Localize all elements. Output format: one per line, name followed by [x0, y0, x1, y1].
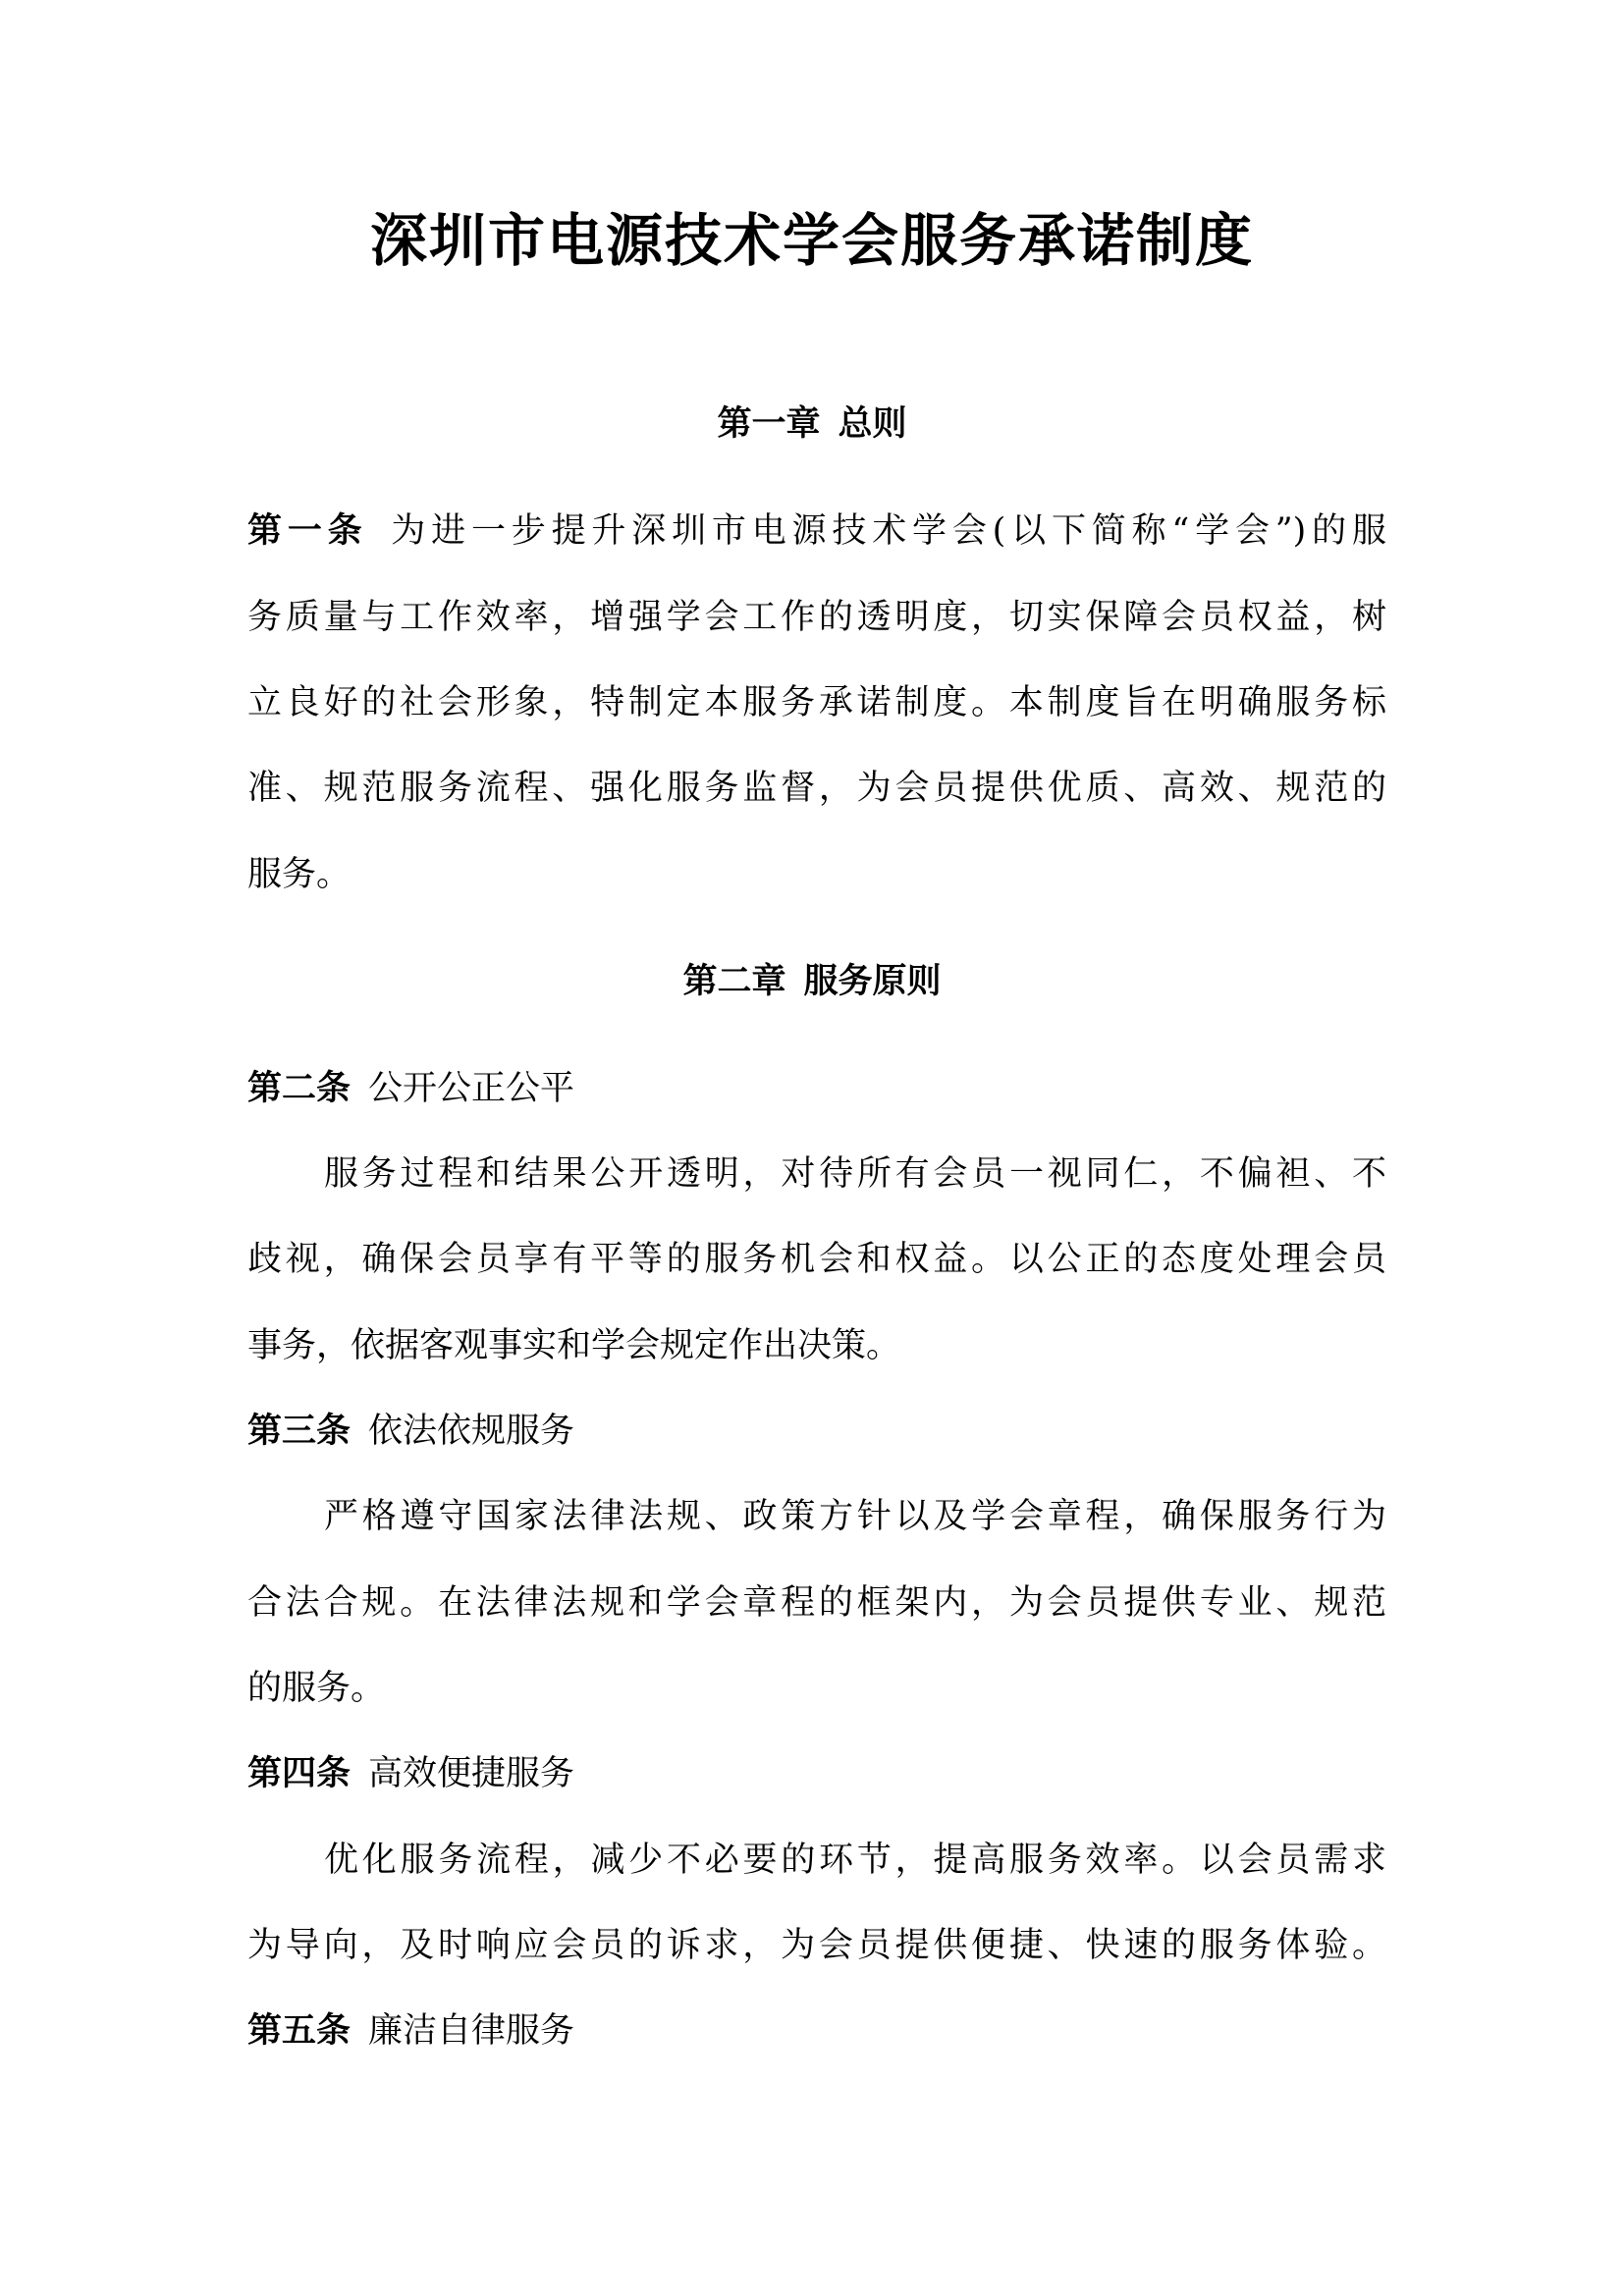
document-title: 深圳市电源技术学会服务承诺制度: [369, 207, 1254, 274]
article-text: 为进一步提升深圳市电源技术学会(以下简称“学会”)的服: [385, 511, 1386, 551]
article-5-heading: [247, 2006, 1386, 2056]
article-3-heading: [247, 1407, 1386, 1456]
article-1-line-2: 务质量与工作效率，增强学会工作的透明度，切实保障会员权益，树: [247, 598, 1386, 637]
article-label: 第五条: [247, 2010, 352, 2051]
chapter-number: 第一章: [717, 403, 821, 444]
article-heading: 公开公正公平: [368, 1069, 575, 1108]
article-heading: 高效便捷服务: [368, 1754, 575, 1793]
chapter-name: 服务原则: [803, 961, 942, 1001]
article-3-line-3: 的服务。: [247, 1669, 386, 1708]
article-1-line-4: 准、规范服务流程、强化服务监督，为会员提供优质、高效、规范的: [247, 769, 1386, 808]
article-2-heading: [247, 1064, 1386, 1113]
article-label: 第三条: [247, 1411, 352, 1451]
article-heading: 廉洁自律服务: [368, 2011, 575, 2051]
article-heading: 依法依规服务: [368, 1412, 575, 1451]
article-3-line-1: 严格遵守国家法律法规、政策方针以及学会章程，确保服务行为: [324, 1497, 1386, 1536]
article-4-line-1: 优化服务流程，减少不必要的环节，提高服务效率。以会员需求: [324, 1841, 1386, 1880]
article-1-line-1: [247, 507, 1386, 556]
article-2-line-2: 歧视，确保会员享有平等的服务机会和权益。以公正的态度处理会员: [247, 1240, 1386, 1279]
article-4-line-2: 为导向，及时响应会员的诉求，为会员提供便捷、快速的服务体验。: [247, 1926, 1386, 1965]
article-label: 第四条: [247, 1753, 352, 1793]
article-3-line-2: 合法合规。在法律法规和学会章程的框架内，为会员提供专业、规范: [247, 1583, 1386, 1623]
article-2-line-3: 事务，依据客观事实和学会规定作出决策。: [247, 1326, 901, 1365]
chapter-heading-general: [0, 400, 1624, 449]
article-1-line-5: 服务。: [247, 855, 352, 894]
chapter-name: 总则: [838, 403, 907, 444]
article-label: 第二条: [247, 1068, 352, 1108]
article-2-line-1: 服务过程和结果公开透明，对待所有会员一视同仁，不偏袒、不: [324, 1154, 1386, 1194]
article-label: 第一条: [247, 510, 368, 551]
article-1-line-3: 立良好的社会形象，特制定本服务承诺制度。本制度旨在明确服务标: [247, 683, 1386, 722]
chapter-heading-principles: [0, 957, 1624, 1006]
article-4-heading: [247, 1749, 1386, 1798]
chapter-number: 第二章: [682, 961, 786, 1001]
